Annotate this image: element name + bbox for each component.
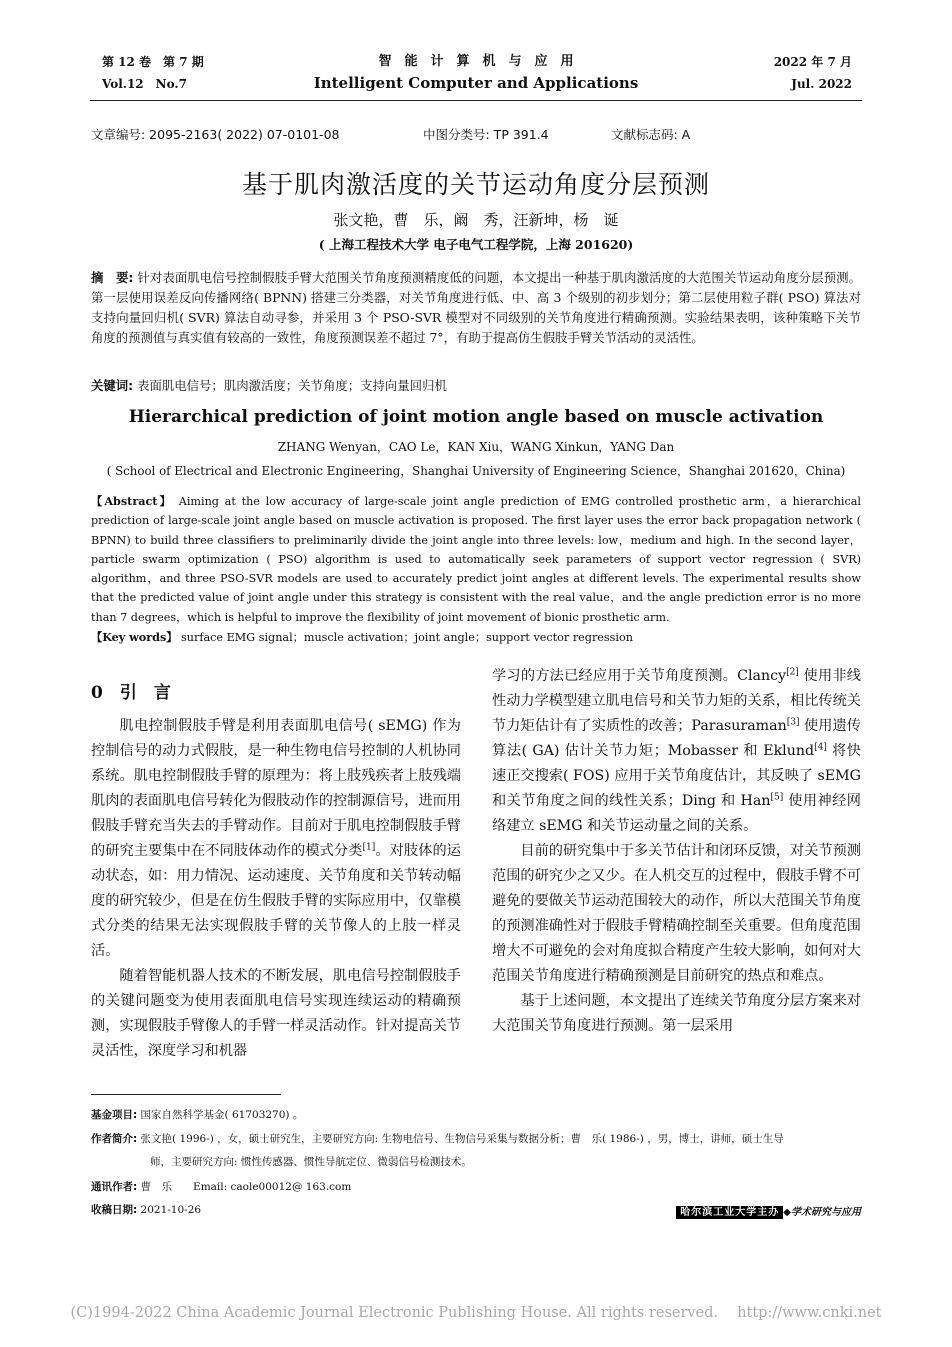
right-p1-d: 将快速正交搜索( FOS) 应用于关节角度估计，其反映了 sEMG 和关节角度之间的线性关系；Ding 和 Han xyxy=(492,743,861,809)
footnote-corresponding xyxy=(91,1178,862,1197)
clc-number: 中图分类号: TP 391.4 xyxy=(423,127,549,142)
journal-name-en: Intelligent Computer and Applications xyxy=(313,74,639,92)
right-p1-e: 使用神经网络建立 sEMG 和关节运动量之间的关系。 xyxy=(492,793,861,834)
date-cn: 2022 年 7 月 xyxy=(773,55,852,69)
abstract-en-label: 【Abstract】 xyxy=(91,494,173,508)
abstract-en-text: Aiming at the low accuracy of large-scale joint angle prediction of EMG controlled prosthetic arm，a hierarchical prediction of large-scale joint angle based on muscle activation is proposed. The first layer uses the error back propagation network ( BPNN) to build three classifiers to preliminarily divide the joint angle into three levels: low，medium and high. In the second layer，particle swarm optimization ( PSO) algorithm is used to automatically seek parameters of support vector regression ( SVR) algorithm，and three PSO-SVR models are used to accurately predict joint angles at different levels. The experimental results show that the predicted value of joint angle under this strategy is consistent with the real value，and the angle prediction error is no more than 7 degrees，which is helpful to improve the flexibility of joint movement of bionic prosthetic arm. xyxy=(91,495,862,624)
citation-1: [1] xyxy=(362,842,376,853)
right-p1-c: 使用遗传算法( GA) 估计关节力矩；Mobasser 和 Eklund xyxy=(492,718,861,759)
badge-white: ◆学术研究与应用 xyxy=(783,1207,861,1218)
author-label: 作者简介: xyxy=(91,1133,138,1145)
right-paragraph-1 xyxy=(492,664,861,839)
date-en: Jul. 2022 xyxy=(791,77,852,91)
section-heading-introduction: 0 引 言 xyxy=(91,683,171,703)
citation-5: [5] xyxy=(770,792,784,803)
keywords-cn-text: 表面肌电信号；肌肉激活度；关节角度；支持向量回归机 xyxy=(133,378,447,393)
footnote-author xyxy=(91,1130,862,1149)
affiliation-cn: ( 上海工程技术大学 电子电气工程学院，上海 201620) xyxy=(318,237,634,252)
abstract-en xyxy=(91,492,861,627)
badge-black: 哈尔滨工业大学主办 xyxy=(676,1206,783,1219)
fund-text: 国家自然科学基金( 61703270) 。 xyxy=(137,1109,304,1121)
citation-2: [2] xyxy=(786,667,799,678)
authors-cn: 张文艳，曹 乐，阚 秀，汪新坤，杨 诞 xyxy=(333,211,619,229)
volume-issue-cn: 第 12 卷 第 7 期 xyxy=(102,55,204,69)
header-rule xyxy=(90,100,862,101)
left-p1-text-cont: 。对肢体的运动状态，如：用力情况、运动速度、关节角度和关节转动幅度的研究较少，但是在仿生假肢手臂的实际应用中，仅靠模式分类的结果无法实现假肢手臂的关节像人的上肢一样灵活。 xyxy=(91,843,461,959)
title-cn: 基于肌肉激活度的关节运动角度分层预测 xyxy=(241,170,710,199)
article-number: 文章编号: 2095-2163( 2022) 07-0101-08 xyxy=(91,127,340,142)
abstract-cn xyxy=(91,268,861,348)
keywords-cn-label: 关键词: xyxy=(91,378,134,393)
cnki-watermark: (C)1994-2022 China Academic Journal Electronic Publishing House. All rights reserved. http://www.cnki.net xyxy=(70,1305,882,1321)
keywords-en xyxy=(91,628,861,647)
right-p1-b: 使用非线性动力学模型建立肌电信号和关节力矩的关系，相比传统关节力矩估计有了实质性的改善；Parasuraman xyxy=(492,668,861,734)
volume-issue-en: Vol.12 No.7 xyxy=(102,77,187,91)
corr-label: 通讯作者: xyxy=(91,1181,138,1193)
left-p1-text: 肌电控制假肢手臂是利用表面肌电信号( sEMG) 作为控制信号的动力式假肢，是一种生物电信号控制的人机协同系统。肌电控制假肢手臂的原理为：将上肢残疾者上肢残端肌肉的表面肌电信号转化为假肢动作的控制源信号，进而用假肢手臂充当失去的手臂动作。目前对于肌电控制假肢手臂的研究主要集中在不同肢体动作的模式分类 xyxy=(91,718,461,859)
citation-4: [4] xyxy=(814,742,827,753)
right-column xyxy=(492,664,861,1039)
keywords-en-text: surface EMG signal；muscle activation；joint angle；support vector regression xyxy=(181,631,633,644)
author-text: 张文艳( 1996-) ，女，硕士研究生，主要研究方向: 生物电信号、生物信号采集与数据分析；曹 乐( 1986-) ，男，博士，讲师，硕士生导 xyxy=(137,1133,784,1145)
abstract-cn-text: 针对表面肌电信号控制假肢手臂大范围关节角度预测精度低的问题，本文提出一种基于肌肉激活度的大范围关节运动角度分层预测。第一层使用误差反向传播网络( BPNN) 搭建三分类器，对关节角度进行低、中、高 3 个级别的初步划分；第二层使用粒子群( PSO) 算法对支持向量回归机( SVR) 算法自动寻参，并采用 3 个 PSO-SVR 模型对不同级别的关节角度进行精确预测。实验结果表明，该种策略下关节角度的预测值与真实值有较高的一致性，角度预测误差不超过 7°，有助于提高仿生假肢手臂关节活动的灵活性。 xyxy=(91,270,861,345)
left-paragraph-1 xyxy=(91,714,461,964)
journal-name-cn: 智 能 计 算 机 与 应 用 xyxy=(378,54,574,69)
publisher-badge xyxy=(676,1203,861,1218)
right-paragraph-2: 目前的研究集中于多关节估计和闭环反馈，对关节预测范围的研究少之又少。在人机交互的过程中，假肢手臂不可避免的要做关节运动范围较大的动作，所以大范围关节角度的预测准确性对于假肢手臂精确控制至关重要。但角度范围增大不可避免的会对角度拟合精度产生较大影响，如何对大范围关节角度进行精确预测是目前研究的热点和难点。 xyxy=(492,843,861,984)
abstract-cn-label: 摘 要: xyxy=(91,270,134,285)
document-code: 文献标志码: A xyxy=(611,127,691,142)
title-en: Hierarchical prediction of joint motion angle based on muscle activation xyxy=(128,407,824,427)
affiliation-en: ( School of Electrical and Electronic Engineering，Shanghai University of Engineering Science，Shanghai 201620，China) xyxy=(106,464,846,478)
citation-3: [3] xyxy=(786,717,800,728)
left-column xyxy=(91,714,461,1064)
corr-text: 曹 乐 Email: caole00012@ 163.com xyxy=(137,1181,352,1193)
footnote-rule xyxy=(91,1094,281,1095)
date-text: 2021-10-26 xyxy=(137,1204,202,1216)
date-label: 收稿日期: xyxy=(91,1204,138,1216)
right-paragraph-3: 基于上述问题，本文提出了连续关节角度分层方案来对大范围关节角度进行预测。第一层采用 xyxy=(492,993,861,1034)
authors-en: ZHANG Wenyan，CAO Le，KAN Xiu，WANG Xinkun，YANG Dan xyxy=(277,440,675,454)
keywords-en-label: 【Key words】 xyxy=(91,630,178,644)
right-p1-a: 学习的方法已经应用于关节角度预测。Clancy xyxy=(492,668,787,684)
keywords-cn xyxy=(91,376,861,396)
footnote-fund xyxy=(91,1106,862,1125)
footnote-author-cont: 师，主要研究方向: 惯性传感器、惯性导航定位、微弱信号检测技术。 xyxy=(150,1156,472,1168)
left-paragraph-2: 随着智能机器人技术的不断发展，肌电信号控制假肢手的关键问题变为使用表面肌电信号实现连续运动的精确预测，实现假肢手臂像人的手臂一样灵活动作。针对提高关节灵活性，深度学习和机器 xyxy=(91,968,461,1059)
fund-label: 基金项目: xyxy=(91,1109,138,1121)
